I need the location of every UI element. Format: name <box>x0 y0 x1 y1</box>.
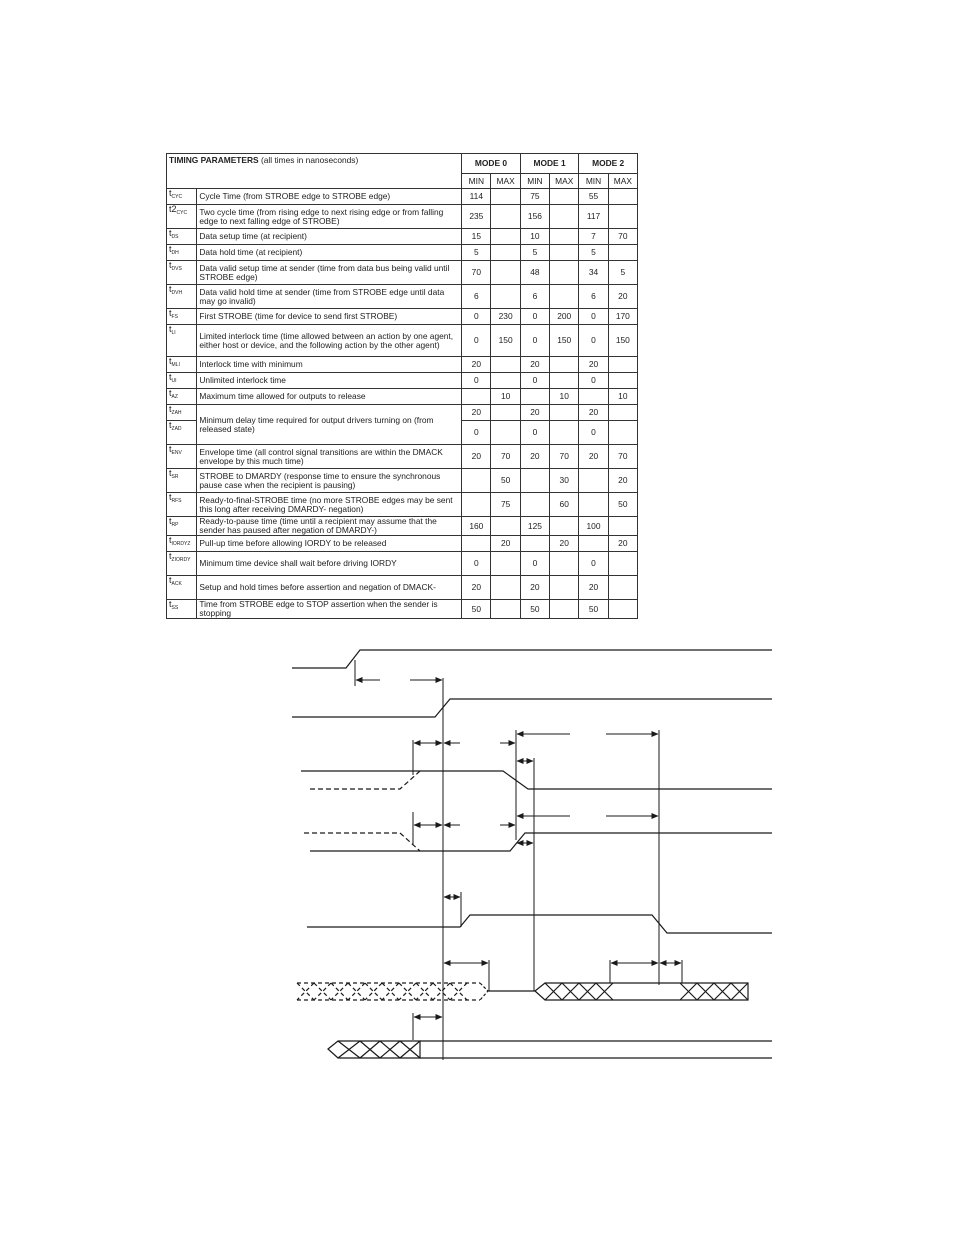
signal-trace-4 <box>304 833 772 851</box>
table-row <box>167 493 638 517</box>
value-cell <box>608 189 637 205</box>
symbol-base: t <box>169 356 172 366</box>
value-cell <box>550 600 579 619</box>
symbol-subscript: RP <box>171 522 179 528</box>
symbol-base: t <box>169 516 172 526</box>
parameter-description: Unlimited interlock time <box>197 373 462 389</box>
parameter-symbol <box>167 229 197 245</box>
value-cell: 230 <box>491 309 520 325</box>
symbol-subscript: FS <box>171 314 178 320</box>
value-cell: 0 <box>520 552 549 576</box>
value-cell: 20 <box>608 469 637 493</box>
max-header: MAX <box>550 174 579 189</box>
value-cell: 20 <box>462 405 491 421</box>
value-cell <box>462 536 491 552</box>
value-cell <box>491 600 520 619</box>
value-cell <box>550 405 579 421</box>
symbol-subscript: DH <box>171 250 179 256</box>
min-header: MIN <box>579 174 608 189</box>
value-cell <box>520 469 549 493</box>
timing-arrows <box>356 680 681 1017</box>
symbol-subscript: SS <box>171 605 179 611</box>
value-cell: 20 <box>579 445 608 469</box>
symbol-base: t <box>169 284 172 294</box>
value-cell <box>462 493 491 517</box>
value-cell: 50 <box>608 493 637 517</box>
table-title-note: (all times in nanoseconds) <box>260 155 359 165</box>
parameter-description: Interlock time with minimum <box>197 357 462 373</box>
symbol-base: t <box>169 188 172 198</box>
value-cell <box>550 357 579 373</box>
symbol-base: t <box>169 420 172 430</box>
value-cell: 20 <box>579 405 608 421</box>
parameter-symbol <box>167 576 197 600</box>
value-cell: 5 <box>462 245 491 261</box>
symbol-subscript: AZ <box>171 394 178 400</box>
table-row <box>167 261 638 285</box>
value-cell <box>520 536 549 552</box>
table-row <box>167 245 638 261</box>
symbol-subscript: ACK <box>171 581 182 587</box>
value-cell: 34 <box>579 261 608 285</box>
parameter-symbol <box>167 205 197 229</box>
value-cell: 20 <box>462 576 491 600</box>
value-cell: 20 <box>520 576 549 600</box>
value-cell <box>462 469 491 493</box>
value-cell: 0 <box>462 325 491 357</box>
parameter-symbol <box>167 373 197 389</box>
value-cell: 60 <box>550 493 579 517</box>
value-cell: 5 <box>520 245 549 261</box>
symbol-base: t <box>169 551 172 561</box>
value-cell: 114 <box>462 189 491 205</box>
value-cell: 10 <box>520 229 549 245</box>
parameter-symbol <box>167 405 197 421</box>
value-cell: 10 <box>550 389 579 405</box>
mode-1-header: MODE 1 <box>520 154 579 174</box>
value-cell <box>608 600 637 619</box>
value-cell: 20 <box>520 445 549 469</box>
max-header: MAX <box>608 174 637 189</box>
parameter-description: Ready-to-final-STROBE time (no more STROBE edges may be sent this long after receiving DMARDY- negation) <box>197 493 462 517</box>
symbol-subscript: ZAD <box>171 426 182 432</box>
table-row <box>167 189 638 205</box>
value-cell <box>520 493 549 517</box>
parameter-description: Limited interlock time (time allowed between an action by one agent, either host or device, and the following action by the other agent) <box>197 325 462 357</box>
value-cell <box>520 389 549 405</box>
symbol-base: t <box>169 324 172 334</box>
mode-0-header: MODE 0 <box>462 154 521 174</box>
parameter-symbol <box>167 600 197 619</box>
value-cell: 30 <box>550 469 579 493</box>
symbol-base: t <box>169 404 172 414</box>
value-cell <box>491 261 520 285</box>
max-header: MAX <box>491 174 520 189</box>
value-cell <box>608 357 637 373</box>
parameter-symbol <box>167 493 197 517</box>
value-cell: 0 <box>579 552 608 576</box>
table-row <box>167 309 638 325</box>
value-cell: 156 <box>520 205 549 229</box>
value-cell: 0 <box>520 309 549 325</box>
parameter-symbol <box>167 552 197 576</box>
value-cell <box>462 389 491 405</box>
value-cell <box>550 205 579 229</box>
symbol-subscript: ZAH <box>171 410 182 416</box>
value-cell: 70 <box>462 261 491 285</box>
value-cell <box>491 285 520 309</box>
table-row <box>167 285 638 309</box>
value-cell <box>579 536 608 552</box>
symbol-subscript: RFS <box>171 498 182 504</box>
value-cell: 0 <box>579 373 608 389</box>
value-cell: 0 <box>520 421 549 445</box>
symbol-subscript: CYC <box>176 210 188 216</box>
value-cell <box>491 576 520 600</box>
value-cell: 150 <box>608 325 637 357</box>
value-cell <box>550 373 579 389</box>
parameter-description: Data setup time (at recipient) <box>197 229 462 245</box>
symbol-subscript: MLI <box>171 362 180 368</box>
parameter-symbol <box>167 245 197 261</box>
parameter-description: Ready-to-pause time (time until a recipient may assume that the sender has paused after negation of DMARDY-) <box>197 517 462 536</box>
symbol-base: t <box>169 575 172 585</box>
table-row <box>167 373 638 389</box>
value-cell <box>608 517 637 536</box>
value-cell: 5 <box>579 245 608 261</box>
value-cell: 0 <box>579 325 608 357</box>
value-cell: 70 <box>491 445 520 469</box>
symbol-base: t <box>169 228 172 238</box>
value-cell <box>608 552 637 576</box>
value-cell: 0 <box>462 373 491 389</box>
table-row <box>167 405 638 421</box>
value-cell: 170 <box>608 309 637 325</box>
symbol-subscript: LI <box>171 330 176 336</box>
value-cell: 48 <box>520 261 549 285</box>
symbol-base: t <box>169 444 172 454</box>
value-cell: 70 <box>608 445 637 469</box>
parameter-description: First STROBE (time for device to send first STROBE) <box>197 309 462 325</box>
value-cell: 150 <box>491 325 520 357</box>
parameter-description: Maximum time allowed for outputs to release <box>197 389 462 405</box>
symbol-base: t <box>169 535 172 545</box>
value-cell: 20 <box>579 576 608 600</box>
symbol-subscript: DVS <box>171 266 182 272</box>
value-cell: 20 <box>520 405 549 421</box>
symbol-subscript: UI <box>171 378 177 384</box>
value-cell <box>491 552 520 576</box>
value-cell: 20 <box>520 357 549 373</box>
parameter-description: STROBE to DMARDY (response time to ensure the synchronous pause case when the recipient is pausing) <box>197 469 462 493</box>
value-cell <box>491 229 520 245</box>
value-cell: 50 <box>520 600 549 619</box>
mode-2-header: MODE 2 <box>579 154 638 174</box>
value-cell: 160 <box>462 517 491 536</box>
value-cell: 7 <box>579 229 608 245</box>
value-cell <box>550 189 579 205</box>
value-cell <box>550 576 579 600</box>
value-cell: 20 <box>579 357 608 373</box>
value-cell: 117 <box>579 205 608 229</box>
table-row <box>167 536 638 552</box>
value-cell: 6 <box>579 285 608 309</box>
value-cell <box>608 421 637 445</box>
parameter-symbol <box>167 189 197 205</box>
parameter-description: Two cycle time (from rising edge to next rising edge or from falling edge to next falling edge of STROBE) <box>197 205 462 229</box>
table-row <box>167 205 638 229</box>
symbol-subscript: SR <box>171 474 179 480</box>
parameter-symbol <box>167 469 197 493</box>
value-cell <box>608 576 637 600</box>
value-cell: 70 <box>550 445 579 469</box>
parameter-description: Data valid setup time at sender (time from data bus being valid until STROBE edge) <box>197 261 462 285</box>
value-cell: 75 <box>520 189 549 205</box>
table-row <box>167 357 638 373</box>
value-cell <box>491 421 520 445</box>
timing-parameters-table <box>166 153 638 619</box>
table-row <box>167 325 638 357</box>
parameter-symbol <box>167 261 197 285</box>
value-cell <box>491 405 520 421</box>
signal-trace-1 <box>292 650 772 668</box>
value-cell: 0 <box>520 373 549 389</box>
value-cell: 5 <box>608 261 637 285</box>
symbol-base: t2 <box>169 204 177 214</box>
symbol-base: t <box>169 388 172 398</box>
value-cell <box>608 373 637 389</box>
parameter-description: Time from STROBE edge to STOP assertion when the sender is stopping <box>197 600 462 619</box>
signal-trace-3 <box>301 771 772 789</box>
value-cell: 20 <box>462 445 491 469</box>
symbol-subscript: DS <box>171 234 179 240</box>
parameter-description: Data hold time (at recipient) <box>197 245 462 261</box>
value-cell: 20 <box>462 357 491 373</box>
parameter-description: Envelope time (all control signal transitions are within the DMACK envelope by this much time) <box>197 445 462 469</box>
value-cell <box>550 261 579 285</box>
value-cell <box>491 517 520 536</box>
symbol-base: t <box>169 468 172 478</box>
value-cell <box>491 189 520 205</box>
signal-trace-5 <box>307 915 772 933</box>
value-cell: 20 <box>550 536 579 552</box>
table-row <box>167 517 638 536</box>
value-cell <box>579 389 608 405</box>
min-header: MIN <box>462 174 491 189</box>
value-cell: 75 <box>491 493 520 517</box>
table-title-cell <box>167 154 462 189</box>
value-cell: 0 <box>462 309 491 325</box>
table-body <box>167 189 638 619</box>
symbol-base: t <box>169 308 172 318</box>
table-row <box>167 229 638 245</box>
value-cell <box>608 205 637 229</box>
parameter-description: Minimum delay time required for output drivers turning on (from released state) <box>197 405 462 445</box>
parameter-symbol <box>167 517 197 536</box>
table-row <box>167 600 638 619</box>
parameter-description: Data valid hold time at sender (time from STROBE edge until data may go invalid) <box>197 285 462 309</box>
signal-trace-2 <box>292 699 772 717</box>
signal-trace-7 <box>328 1041 772 1058</box>
timing-diagram <box>0 630 954 1070</box>
value-cell: 20 <box>608 285 637 309</box>
parameter-symbol <box>167 536 197 552</box>
value-cell: 150 <box>550 325 579 357</box>
parameter-description: Cycle Time (from STROBE edge to STROBE edge) <box>197 189 462 205</box>
parameter-description: Setup and hold times before assertion and negation of DMACK- <box>197 576 462 600</box>
parameter-symbol <box>167 389 197 405</box>
symbol-subscript: DVH <box>171 290 183 296</box>
parameter-description: Pull-up time before allowing IORDY to be released <box>197 536 462 552</box>
symbol-base: t <box>169 492 172 502</box>
symbol-base: t <box>169 260 172 270</box>
table-title: TIMING PARAMETERS <box>169 155 259 165</box>
value-cell <box>579 469 608 493</box>
value-cell <box>491 357 520 373</box>
parameter-symbol <box>167 445 197 469</box>
value-cell <box>550 552 579 576</box>
value-cell: 0 <box>579 309 608 325</box>
value-cell: 20 <box>491 536 520 552</box>
value-cell <box>491 245 520 261</box>
value-cell: 200 <box>550 309 579 325</box>
parameter-symbol <box>167 357 197 373</box>
value-cell: 10 <box>608 389 637 405</box>
value-cell: 235 <box>462 205 491 229</box>
value-cell: 55 <box>579 189 608 205</box>
value-cell: 100 <box>579 517 608 536</box>
signal-trace-6 <box>297 983 748 1000</box>
parameter-description: Minimum time device shall wait before driving IORDY <box>197 552 462 576</box>
value-cell: 0 <box>579 421 608 445</box>
value-cell: 70 <box>608 229 637 245</box>
value-cell: 10 <box>491 389 520 405</box>
value-cell: 125 <box>520 517 549 536</box>
table-row <box>167 576 638 600</box>
value-cell <box>550 229 579 245</box>
symbol-base: t <box>169 372 172 382</box>
symbol-base: t <box>169 599 172 609</box>
table-row <box>167 445 638 469</box>
value-cell: 0 <box>462 552 491 576</box>
value-cell: 20 <box>608 536 637 552</box>
value-cell <box>491 205 520 229</box>
value-cell: 15 <box>462 229 491 245</box>
value-cell: 0 <box>462 421 491 445</box>
symbol-subscript: CYC <box>171 194 183 200</box>
value-cell: 6 <box>520 285 549 309</box>
value-cell <box>608 405 637 421</box>
value-cell <box>491 373 520 389</box>
parameter-symbol <box>167 325 197 357</box>
value-cell <box>550 421 579 445</box>
value-cell: 50 <box>491 469 520 493</box>
symbol-subscript: ZIORDY <box>171 557 191 563</box>
value-cell <box>550 285 579 309</box>
value-cell <box>550 517 579 536</box>
symbol-subscript: IORDYZ <box>171 541 191 547</box>
value-cell: 50 <box>579 600 608 619</box>
table-row <box>167 552 638 576</box>
value-cell <box>579 493 608 517</box>
value-cell <box>550 245 579 261</box>
value-cell: 50 <box>462 600 491 619</box>
parameter-symbol <box>167 309 197 325</box>
value-cell: 0 <box>520 325 549 357</box>
symbol-base: t <box>169 244 172 254</box>
min-header: MIN <box>520 174 549 189</box>
value-cell: 6 <box>462 285 491 309</box>
value-cell <box>608 245 637 261</box>
symbol-subscript: ENV <box>171 450 182 456</box>
parameter-symbol <box>167 285 197 309</box>
table-row <box>167 389 638 405</box>
table-row <box>167 469 638 493</box>
parameter-symbol <box>167 421 197 445</box>
